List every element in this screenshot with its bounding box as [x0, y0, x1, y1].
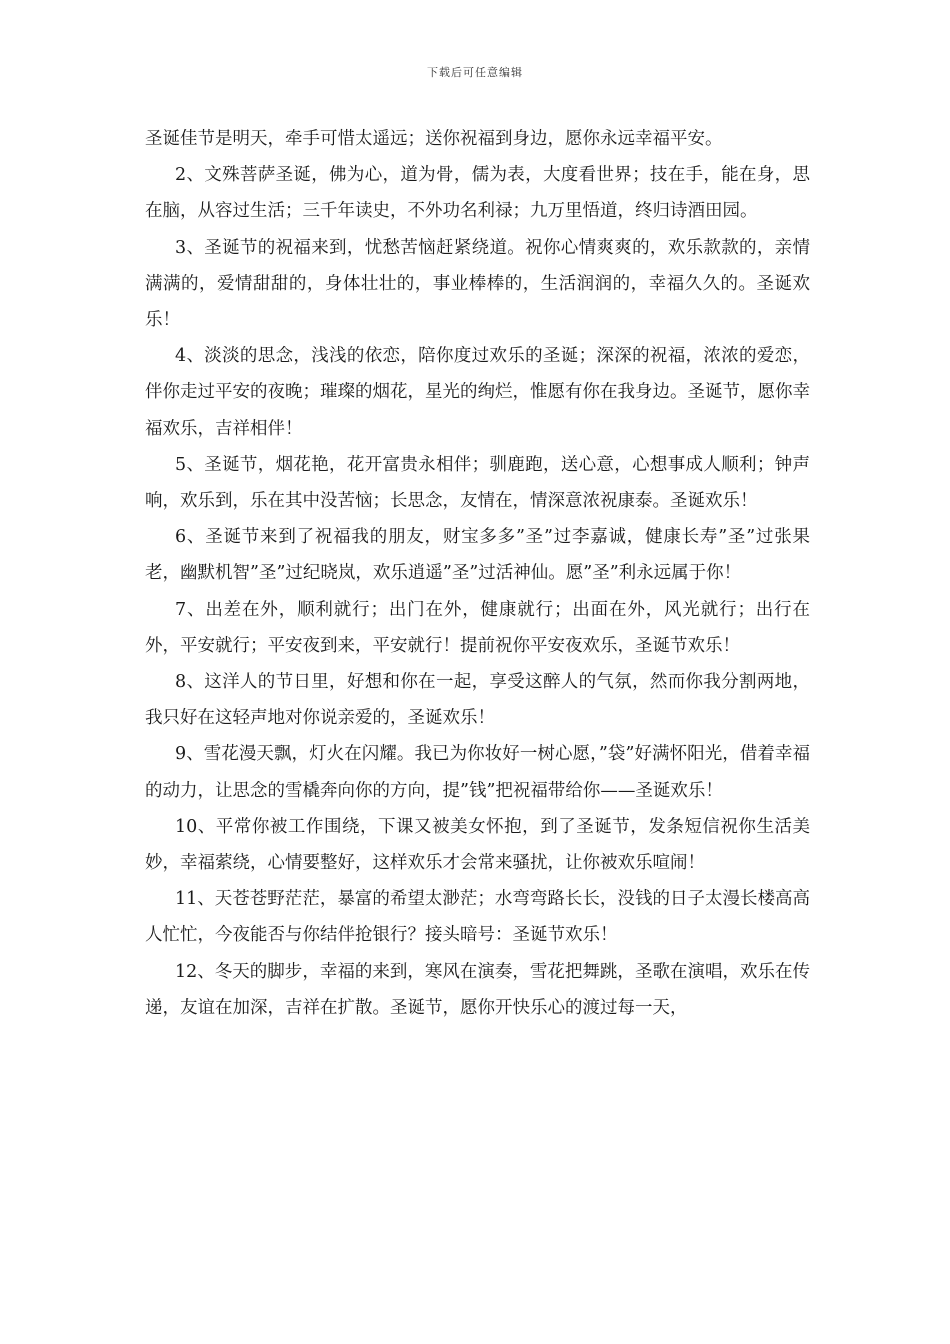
paragraph: 7、出差在外，顺利就行；出门在外，健康就行；出面在外，风光就行；出行在外，平安就行；平安夜到来，平安就行！提前祝你平安夜欢乐，圣诞节欢乐！	[145, 599, 810, 656]
paragraph: 10、平常你被工作围绕，下课又被美女怀抱，到了圣诞节，发条短信祝你生活美妙，幸福萦绕，心情要整好，这样欢乐才会常来骚扰，让你被欢乐喧闹！	[145, 816, 810, 874]
page-header: 下载后可任意编辑	[427, 66, 523, 79]
paragraph: 4、淡淡的思念，浅浅的依恋，陪你度过欢乐的圣诞；深深的祝福，浓浓的爱恋，伴你走过平安的夜晚；璀璨的烟花，星光的绚烂，惟愿有你在我身边。圣诞节，愿你幸福欢乐，吉祥相伴！	[145, 346, 810, 439]
paragraph: 5、圣诞节，烟花艳，花开富贵永相伴；驯鹿跑，送心意，心想事成人顺利；钟声响，欢乐到，乐在其中没苦恼；长思念，友情在，情深意浓祝康泰。圣诞欢乐！	[145, 454, 810, 512]
paragraph: 9、雪花漫天飘，灯火在闪耀。我已为你妆好一树心愿，”袋”好满怀阳光，借着幸福的动力，让思念的雪橇奔向你的方向，提”钱”把祝福带给你——圣诞欢乐！	[145, 744, 810, 801]
document-body	[145, 121, 810, 1026]
paragraph: 圣诞佳节是明天，牵手可惜太遥远；送你祝福到身边，愿你永远幸福平安。	[145, 129, 723, 149]
paragraph: 2、文殊菩萨圣诞，佛为心，道为骨，儒为表，大度看世界；技在手，能在身，思在脑，从容过生活；三千年读史，不外功名利禄；九万里悟道，终归诗酒田园。	[145, 165, 810, 222]
paragraph: 11、天苍苍野茫茫，暴富的希望太渺茫；水弯弯路长长，没钱的日子太漫长楼高高人忙忙，今夜能否与你结伴抢银行？接头暗号：圣诞节欢乐！	[145, 889, 810, 946]
paragraph: 6、圣诞节来到了祝福我的朋友，财宝多多”圣”过李嘉诚，健康长寿”圣”过张果老，幽默机智”圣”过纪晓岚，欢乐逍遥”圣”过活神仙。愿”圣”利永远属于你！	[145, 527, 810, 584]
paragraph: 8、这洋人的节日里，好想和你在一起，享受这醉人的气氛，然而你我分割两地，我只好在这轻声地对你说亲爱的，圣诞欢乐！	[145, 672, 810, 729]
paragraph: 3、圣诞节的祝福来到，忧愁苦恼赶紧绕道。祝你心情爽爽的，欢乐款款的，亲情满满的，爱情甜甜的，身体壮壮的，事业棒棒的，生活润润的，幸福久久的。圣诞欢乐！	[145, 237, 810, 331]
paragraph: 12、冬天的脚步，幸福的来到，寒风在演奏，雪花把舞跳，圣歌在演唱，欢乐在传递，友谊在加深，吉祥在扩散。圣诞节，愿你开快乐心的渡过每一天，	[145, 961, 810, 1018]
